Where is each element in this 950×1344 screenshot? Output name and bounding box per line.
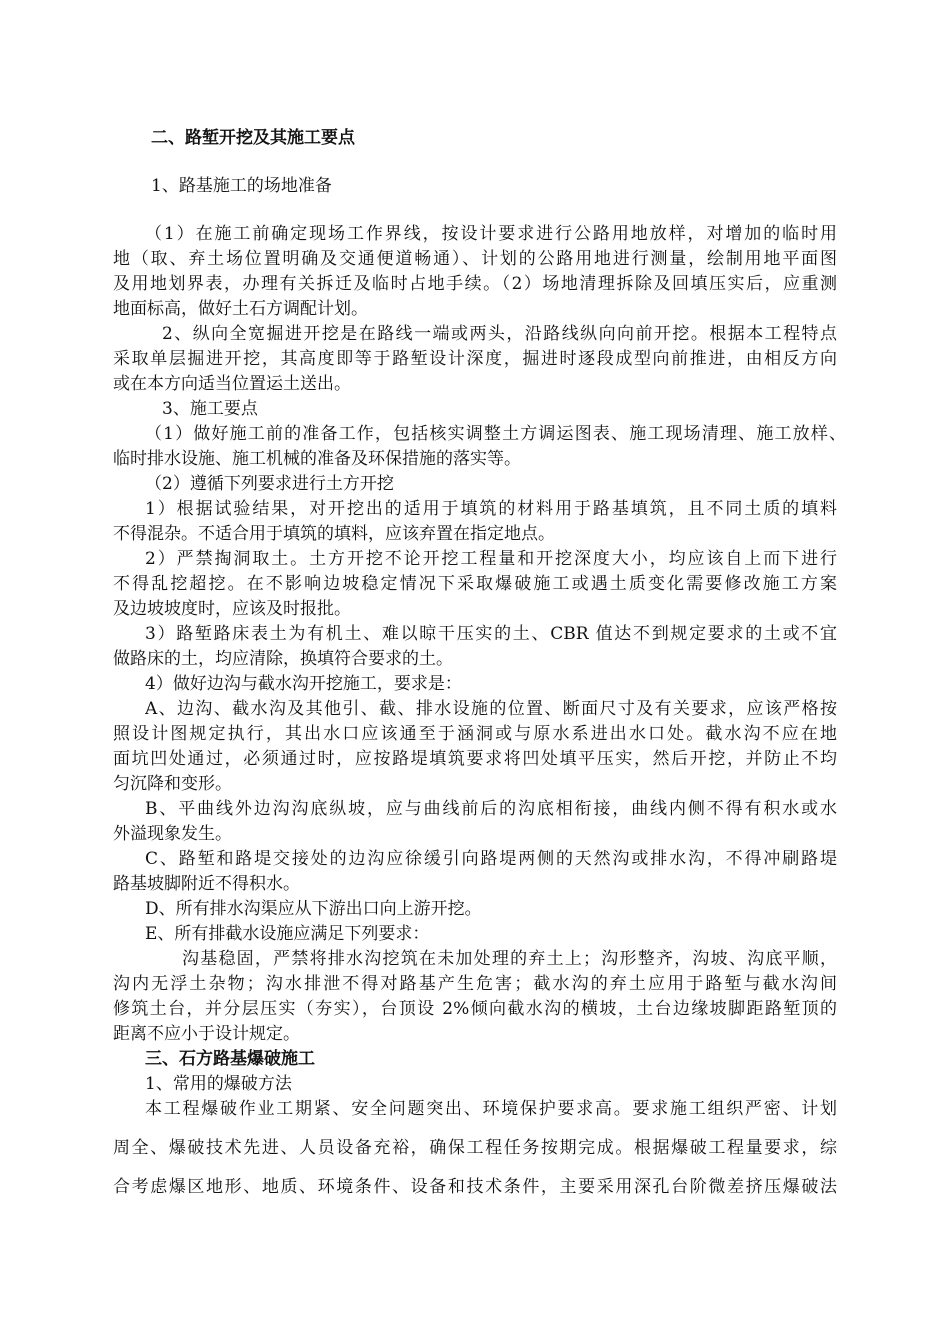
text-line: 路基坡脚附近不得积水。 xyxy=(113,874,300,894)
text-line: 2、纵向全宽掘进开挖是在路线一端或两头，沿路线纵向向前开挖。根据本工程特点 xyxy=(162,324,837,344)
text-line: （1）在施工前确定现场工作界线，按设计要求进行公路用地放样，对增加的临时用 xyxy=(145,224,837,244)
subheading-site-preparation: 1、路基施工的场地准备 xyxy=(151,176,332,196)
text-line: A、边沟、截水沟及其他引、截、排水设施的位置、断面尺寸及有关要求，应该严格按 xyxy=(145,699,837,719)
text-line: 及边坡坡度时，应该及时报批。 xyxy=(113,599,351,619)
text-line: 不得乱挖超挖。在不影响边坡稳定情况下采取爆破施工或遇土质变化需要修改施工方案 xyxy=(113,574,837,594)
text-line: 3）路堑路床表土为有机土、难以晾干压实的土、CBR 值达不到规定要求的土或不宜 xyxy=(145,624,837,644)
section-heading-2: 二、路堑开挖及其施工要点 xyxy=(151,128,355,148)
paragraph-item-4: 4）做好边沟与截水沟开挖施工，要求是： xyxy=(145,674,462,694)
text-line: 沟基稳固，严禁将排水沟挖筑在未加处理的弃土上；沟形整齐，沟坡、沟底平顺， xyxy=(182,949,837,969)
text-line: 地面标高，做好土石方调配计划。 xyxy=(113,299,368,319)
text-line: 本工程爆破作业工期紧、安全问题突出、环境保护要求高。要求施工组织严密、计划 xyxy=(145,1099,837,1119)
text-line: 距离不应小于设计规定。 xyxy=(113,1024,300,1044)
text-line: （1）做好施工前的准备工作，包括核实调整土方调运图表、施工现场清理、施工放样、 xyxy=(145,424,846,444)
paragraph-item-e: E、所有排截水设施应满足下列要求： xyxy=(145,924,430,944)
text-line: 不得混杂。不适合用于填筑的填料，应该弃置在指定地点。 xyxy=(113,524,555,544)
text-line: 修筑土台，并分层压实（夯实），台顶设 2%倾向截水沟的横坡，土台边缘坡脚距路堑顶的 xyxy=(113,999,837,1019)
section-heading-3: 三、石方路基爆破施工 xyxy=(145,1049,315,1069)
subheading-blasting-methods: 1、常用的爆破方法 xyxy=(145,1074,292,1094)
text-line: 做路床的土，均应清除，换填符合要求的土。 xyxy=(113,649,453,669)
text-line: 匀沉降和变形。 xyxy=(113,774,232,794)
subheading-earthwork-requirements: （2）遵循下列要求进行土方开挖 xyxy=(145,474,394,494)
text-line: 临时排水设施、施工机械的准备及环保措施的落实等。 xyxy=(113,449,521,469)
subheading-construction-points: 3、施工要点 xyxy=(162,399,258,419)
text-line: 沟内无浮土杂物；沟水排泄不得对路基产生危害；截水沟的弃土应用于路堑与截水沟间 xyxy=(113,974,837,994)
paragraph-item-d: D、所有排水沟渠应从下游出口向上游开挖。 xyxy=(145,899,482,919)
text-line: C、路堑和路堤交接处的边沟应徐缓引向路堤两侧的天然沟或排水沟，不得冲刷路堤 xyxy=(145,849,837,869)
text-line: 或在本方向适当位置运土送出。 xyxy=(113,374,351,394)
text-line: 2）严禁掏洞取土。土方开挖不论开挖工程量和开挖深度大小，均应该自上而下进行 xyxy=(145,549,837,569)
text-line: 外溢现象发生。 xyxy=(113,824,232,844)
text-line: 采取单层掘进开挖，其高度即等于路堑设计深度，掘进时逐段成型向前推进，由相反方向 xyxy=(113,349,837,369)
text-line: 周全、爆破技术先进、人员设备充裕，确保工程任务按期完成。根据爆破工程量要求，综 xyxy=(113,1138,837,1158)
text-line: 1）根据试验结果，对开挖出的适用于填筑的材料用于路基填筑，且不同土质的填料 xyxy=(145,499,837,519)
text-line: 照设计图规定执行，其出水口应该通至于涵洞或与原水系进出水口处。截水沟不应在地 xyxy=(113,724,837,744)
text-line: 合考虑爆区地形、地质、环境条件、设备和技术条件，主要采用深孔台阶微差挤压爆破法 xyxy=(113,1177,837,1197)
text-line: 及用地划界表，办理有关拆迁及临时占地手续。（2）场地清理拆除及回填压实后，应重测 xyxy=(113,274,837,294)
text-line: 地（取、弃土场位置明确及交通便道畅通）、计划的公路用地进行测量，绘制用地平面图 xyxy=(113,249,837,269)
text-line: B、平曲线外边沟沟底纵坡，应与曲线前后的沟底相衔接，曲线内侧不得有积水或水 xyxy=(145,799,837,819)
text-line: 面坑凹处通过，必须通过时，应按路堤填筑要求将凹处填平压实，然后开挖，并防止不均 xyxy=(113,749,837,769)
